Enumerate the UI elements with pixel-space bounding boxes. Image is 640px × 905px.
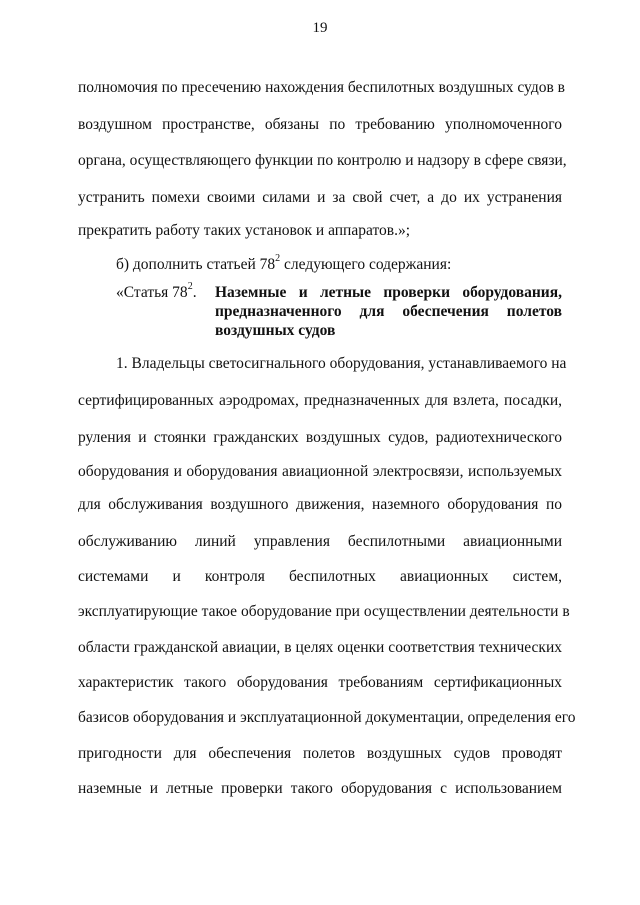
article-heading-prefix: [116, 280, 197, 302]
amendment-item-b-text: б) дополнить статьей 78: [116, 256, 276, 273]
article-heading-title: [215, 283, 562, 340]
point-1-line-2: сертифицированных аэродромах, предназначенных для взлета, посадки,: [78, 392, 562, 409]
point-1-line-10: характеристик такого оборудования требованиям сертификационных: [78, 674, 562, 691]
paragraph-1-line-5: прекратить работу таких установок и аппаратов.»;: [78, 222, 411, 239]
paragraph-1-line-3: органа, осуществляющего функции по контролю и надзору в сфере связи,: [78, 152, 567, 169]
article-title-line-1: Наземные и летные проверки оборудования,: [215, 284, 562, 301]
point-1-line-6: обслуживанию линий управления беспилотными авиационными: [78, 533, 562, 550]
page-number: 19: [312, 20, 328, 36]
article-prefix-dot: .: [192, 284, 197, 301]
amendment-item-b: [116, 252, 452, 275]
article-title-line-3: воздушных судов: [215, 322, 336, 339]
paragraph-1-line-4: устранить помехи своими силами и за свой счет, а до их устранения: [78, 189, 562, 206]
article-prefix-superscript: 2: [187, 280, 193, 292]
point-1-line-11: базисов оборудования и эксплуатационной документации, определения его: [78, 709, 576, 726]
point-1-line-12: пригодности для обеспечения полетов воздушных судов проводят: [78, 745, 562, 762]
point-1-line-7: системами и контроля беспилотных авиационных систем,: [78, 568, 562, 585]
paragraph-1-line-2: воздушном пространстве, обязаны по требованию уполномоченного: [78, 116, 562, 133]
point-1-line-4: оборудования и оборудования авиационной электросвязи, используемых: [78, 463, 562, 480]
article-title-line-2: предназначенного для обеспечения полетов: [215, 303, 562, 320]
point-1-line-3: руления и стоянки гражданских воздушных судов, радиотехнического: [78, 429, 562, 446]
point-1-line-1: 1. Владельцы светосигнального оборудования, устанавливаемого на: [116, 355, 567, 372]
amendment-item-b-text-end: следующего содержания:: [280, 256, 452, 273]
article-prefix-text: «Статья 78: [116, 284, 188, 301]
point-1-line-5: для обслуживания воздушного движения, наземного оборудования по: [78, 496, 562, 513]
point-1-line-13: наземные и летные проверки такого оборудования с использованием: [78, 780, 562, 797]
amendment-item-b-superscript: 2: [275, 252, 281, 264]
paragraph-1-line-1: полномочия по пресечению нахождения беспилотных воздушных судов в: [78, 79, 565, 96]
point-1-line-9: области гражданской авиации, в целях оценки соответствия технических: [78, 639, 562, 656]
point-1-line-8: эксплуатирующие такое оборудование при осуществлении деятельности в: [78, 603, 570, 620]
